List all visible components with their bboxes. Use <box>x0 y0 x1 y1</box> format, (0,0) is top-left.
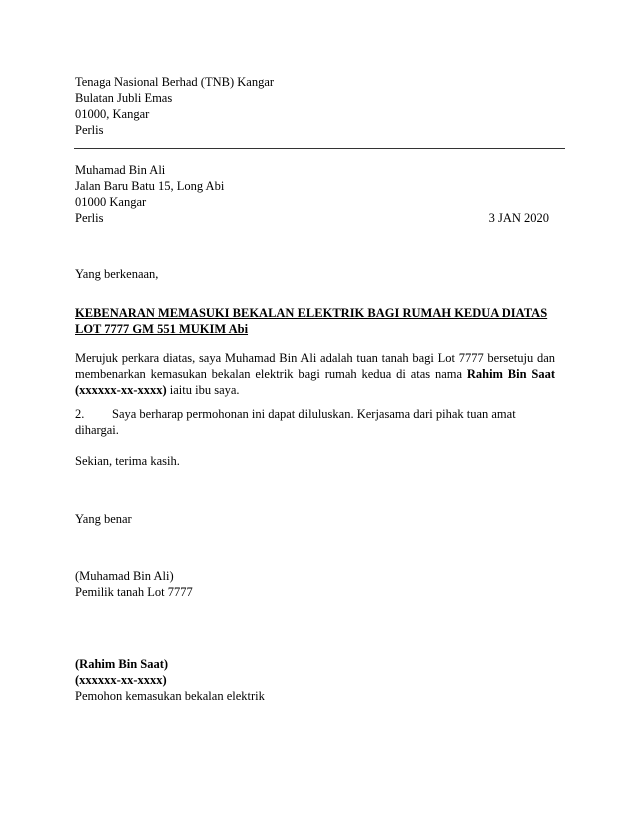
subject-line-1: KEBENARAN MEMASUKI BEKALAN ELEKTRIK BAGI RUMAH KEDUA DIATAS <box>75 306 548 320</box>
letter-date: 3 JAN 2020 <box>488 211 549 225</box>
applicant-signature-ic: (xxxxxx-xx-xxxx) <box>75 673 167 687</box>
owner-title: Pemilik tanah Lot 7777 <box>75 585 193 599</box>
recipient-address-2: 01000 Kangar <box>75 195 147 209</box>
salutation: Yang berkenaan, <box>75 267 159 281</box>
paragraph-1-text-a: Merujuk perkara diatas, saya Muhamad Bin Ali adalah tuan tanah bagi Lot 7777 bersetuju dan membenarkan kemasukan bekalan elektrik bagi rumah kedua di atas nama <box>75 351 555 381</box>
applicant-signature-title: Pemohon kemasukan bekalan elektrik <box>75 689 265 703</box>
paragraph-1 <box>75 350 555 398</box>
recipient-address-1: Jalan Baru Batu 15, Long Abi <box>75 179 225 193</box>
closing-yang-benar: Yang benar <box>75 512 132 526</box>
paragraph-1-text-b: iaitu ibu saya. <box>166 383 240 397</box>
owner-name: (Muhamad Bin Ali) <box>75 569 174 583</box>
subject-line-2: LOT 7777 GM 551 MUKIM Abi <box>75 322 249 336</box>
sender-line-3: 01000, Kangar <box>75 107 150 121</box>
recipient-state: Perlis <box>75 211 104 225</box>
closing-thanks: Sekian, terima kasih. <box>75 454 180 468</box>
sender-line-4: Perlis <box>75 123 104 137</box>
header-divider <box>74 148 565 149</box>
applicant-signature-name: (Rahim Bin Saat) <box>75 657 169 671</box>
paragraph-2-text: Saya berharap permohonan ini dapat diluluskan. Kerjasama dari pihak tuan amat dihargai. <box>75 407 516 437</box>
sender-line-2: Bulatan Jubli Emas <box>75 91 173 105</box>
paragraph-2 <box>75 406 555 438</box>
applicant-ic: (xxxxxx-xx-xxxx) <box>75 383 167 397</box>
applicant-name: Rahim Bin Saat <box>466 367 555 381</box>
recipient-name: Muhamad Bin Ali <box>75 163 166 177</box>
sender-line-1: Tenaga Nasional Berhad (TNB) Kangar <box>75 75 275 89</box>
paragraph-2-number: 2. <box>75 407 85 421</box>
